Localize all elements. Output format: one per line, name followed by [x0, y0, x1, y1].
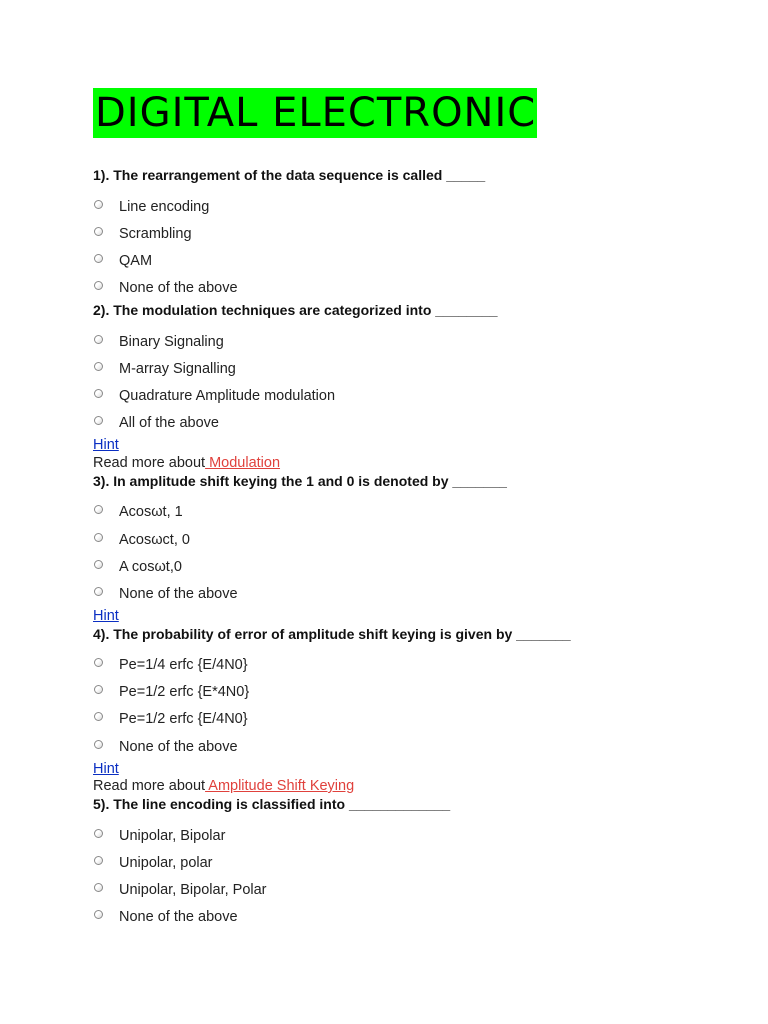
question-4-text: 4). The probability of error of amplitude shift keying is given by _______	[93, 626, 571, 642]
radio-button-icon[interactable]	[94, 505, 103, 514]
question-2-text: 2). The modulation techniques are categorized into ________	[93, 302, 498, 318]
q1-option-2[interactable]	[94, 225, 192, 243]
option-label: Scrambling	[119, 226, 192, 242]
q2-read-more	[93, 455, 280, 471]
option-label: None of the above	[119, 280, 238, 296]
radio-button-icon[interactable]	[94, 227, 103, 236]
radio-button-icon[interactable]	[94, 389, 103, 398]
radio-button-icon[interactable]	[94, 856, 103, 865]
option-label: All of the above	[119, 415, 219, 431]
option-label: Acosωct, 0	[119, 532, 190, 548]
radio-button-icon[interactable]	[94, 560, 103, 569]
q4-option-2[interactable]	[94, 683, 249, 701]
question-3-text: 3). In amplitude shift keying the 1 and 0 is denoted by _______	[93, 473, 507, 489]
q2-hint-link[interactable]: Hint	[93, 437, 119, 453]
q4-read-more	[93, 778, 354, 794]
option-label: None of the above	[119, 586, 238, 602]
q1-option-3[interactable]	[94, 252, 152, 270]
q5-option-3[interactable]	[94, 881, 267, 899]
option-label: Unipolar, polar	[119, 855, 213, 871]
radio-button-icon[interactable]	[94, 254, 103, 263]
option-label: Binary Signaling	[119, 334, 224, 350]
option-label: Unipolar, Bipolar	[119, 828, 226, 844]
q3-option-2[interactable]	[94, 531, 190, 549]
q2-option-3[interactable]	[94, 387, 335, 405]
q2-option-1[interactable]	[94, 333, 224, 351]
radio-button-icon[interactable]	[94, 416, 103, 425]
option-label: M-array Signalling	[119, 361, 236, 377]
modulation-link[interactable]: Modulation	[205, 455, 281, 471]
q4-option-1[interactable]	[94, 656, 248, 674]
option-label: Pe=1/4 erfc {E/4N0}	[119, 657, 248, 673]
radio-button-icon[interactable]	[94, 829, 103, 838]
radio-button-icon[interactable]	[94, 883, 103, 892]
q5-option-1[interactable]	[94, 827, 225, 845]
q3-option-3[interactable]	[94, 558, 182, 576]
q3-hint-link[interactable]: Hint	[93, 608, 119, 624]
q1-option-1[interactable]	[94, 198, 209, 216]
q2-option-4[interactable]	[94, 414, 219, 432]
page-title: DIGITAL ELECTRONIC	[95, 90, 537, 136]
read-more-prefix: Read more about	[93, 455, 206, 471]
radio-button-icon[interactable]	[94, 740, 103, 749]
option-label: QAM	[119, 253, 153, 269]
option-label: Pe=1/2 erfc {E/4N0}	[119, 711, 248, 727]
option-label: Pe=1/2 erfc {E*4N0}	[119, 684, 250, 700]
read-more-prefix: Read more about	[93, 778, 206, 794]
question-5-text: 5). The line encoding is classified into _____________	[93, 796, 451, 812]
option-label: A cosωt,0	[119, 559, 182, 575]
radio-button-icon[interactable]	[94, 685, 103, 694]
option-label: Unipolar, Bipolar, Polar	[119, 882, 267, 898]
q3-option-4[interactable]	[94, 585, 238, 603]
q3-option-1[interactable]	[94, 503, 183, 521]
radio-button-icon[interactable]	[94, 200, 103, 209]
radio-button-icon[interactable]	[94, 335, 103, 344]
amplitude-shift-keying-link[interactable]: Amplitude Shift Keying	[205, 778, 355, 794]
option-label: Acosωt, 1	[119, 504, 183, 520]
question-1-text: 1). The rearrangement of the data sequence is called _____	[93, 167, 486, 183]
radio-button-icon[interactable]	[94, 910, 103, 919]
radio-button-icon[interactable]	[94, 281, 103, 290]
radio-button-icon[interactable]	[94, 533, 103, 542]
radio-button-icon[interactable]	[94, 712, 103, 721]
option-label: None of the above	[119, 739, 238, 755]
q1-option-4[interactable]	[94, 279, 238, 297]
q4-option-3[interactable]	[94, 710, 248, 728]
radio-button-icon[interactable]	[94, 362, 103, 371]
option-label: None of the above	[119, 909, 238, 925]
q4-hint-link[interactable]: Hint	[93, 761, 119, 777]
radio-button-icon[interactable]	[94, 658, 103, 667]
radio-button-icon[interactable]	[94, 587, 103, 596]
option-label: Line encoding	[119, 199, 210, 215]
q2-option-2[interactable]	[94, 360, 236, 378]
option-label: Quadrature Amplitude modulation	[119, 388, 336, 404]
q5-option-4[interactable]	[94, 908, 238, 926]
q5-option-2[interactable]	[94, 854, 213, 872]
q4-option-4[interactable]	[94, 738, 238, 756]
